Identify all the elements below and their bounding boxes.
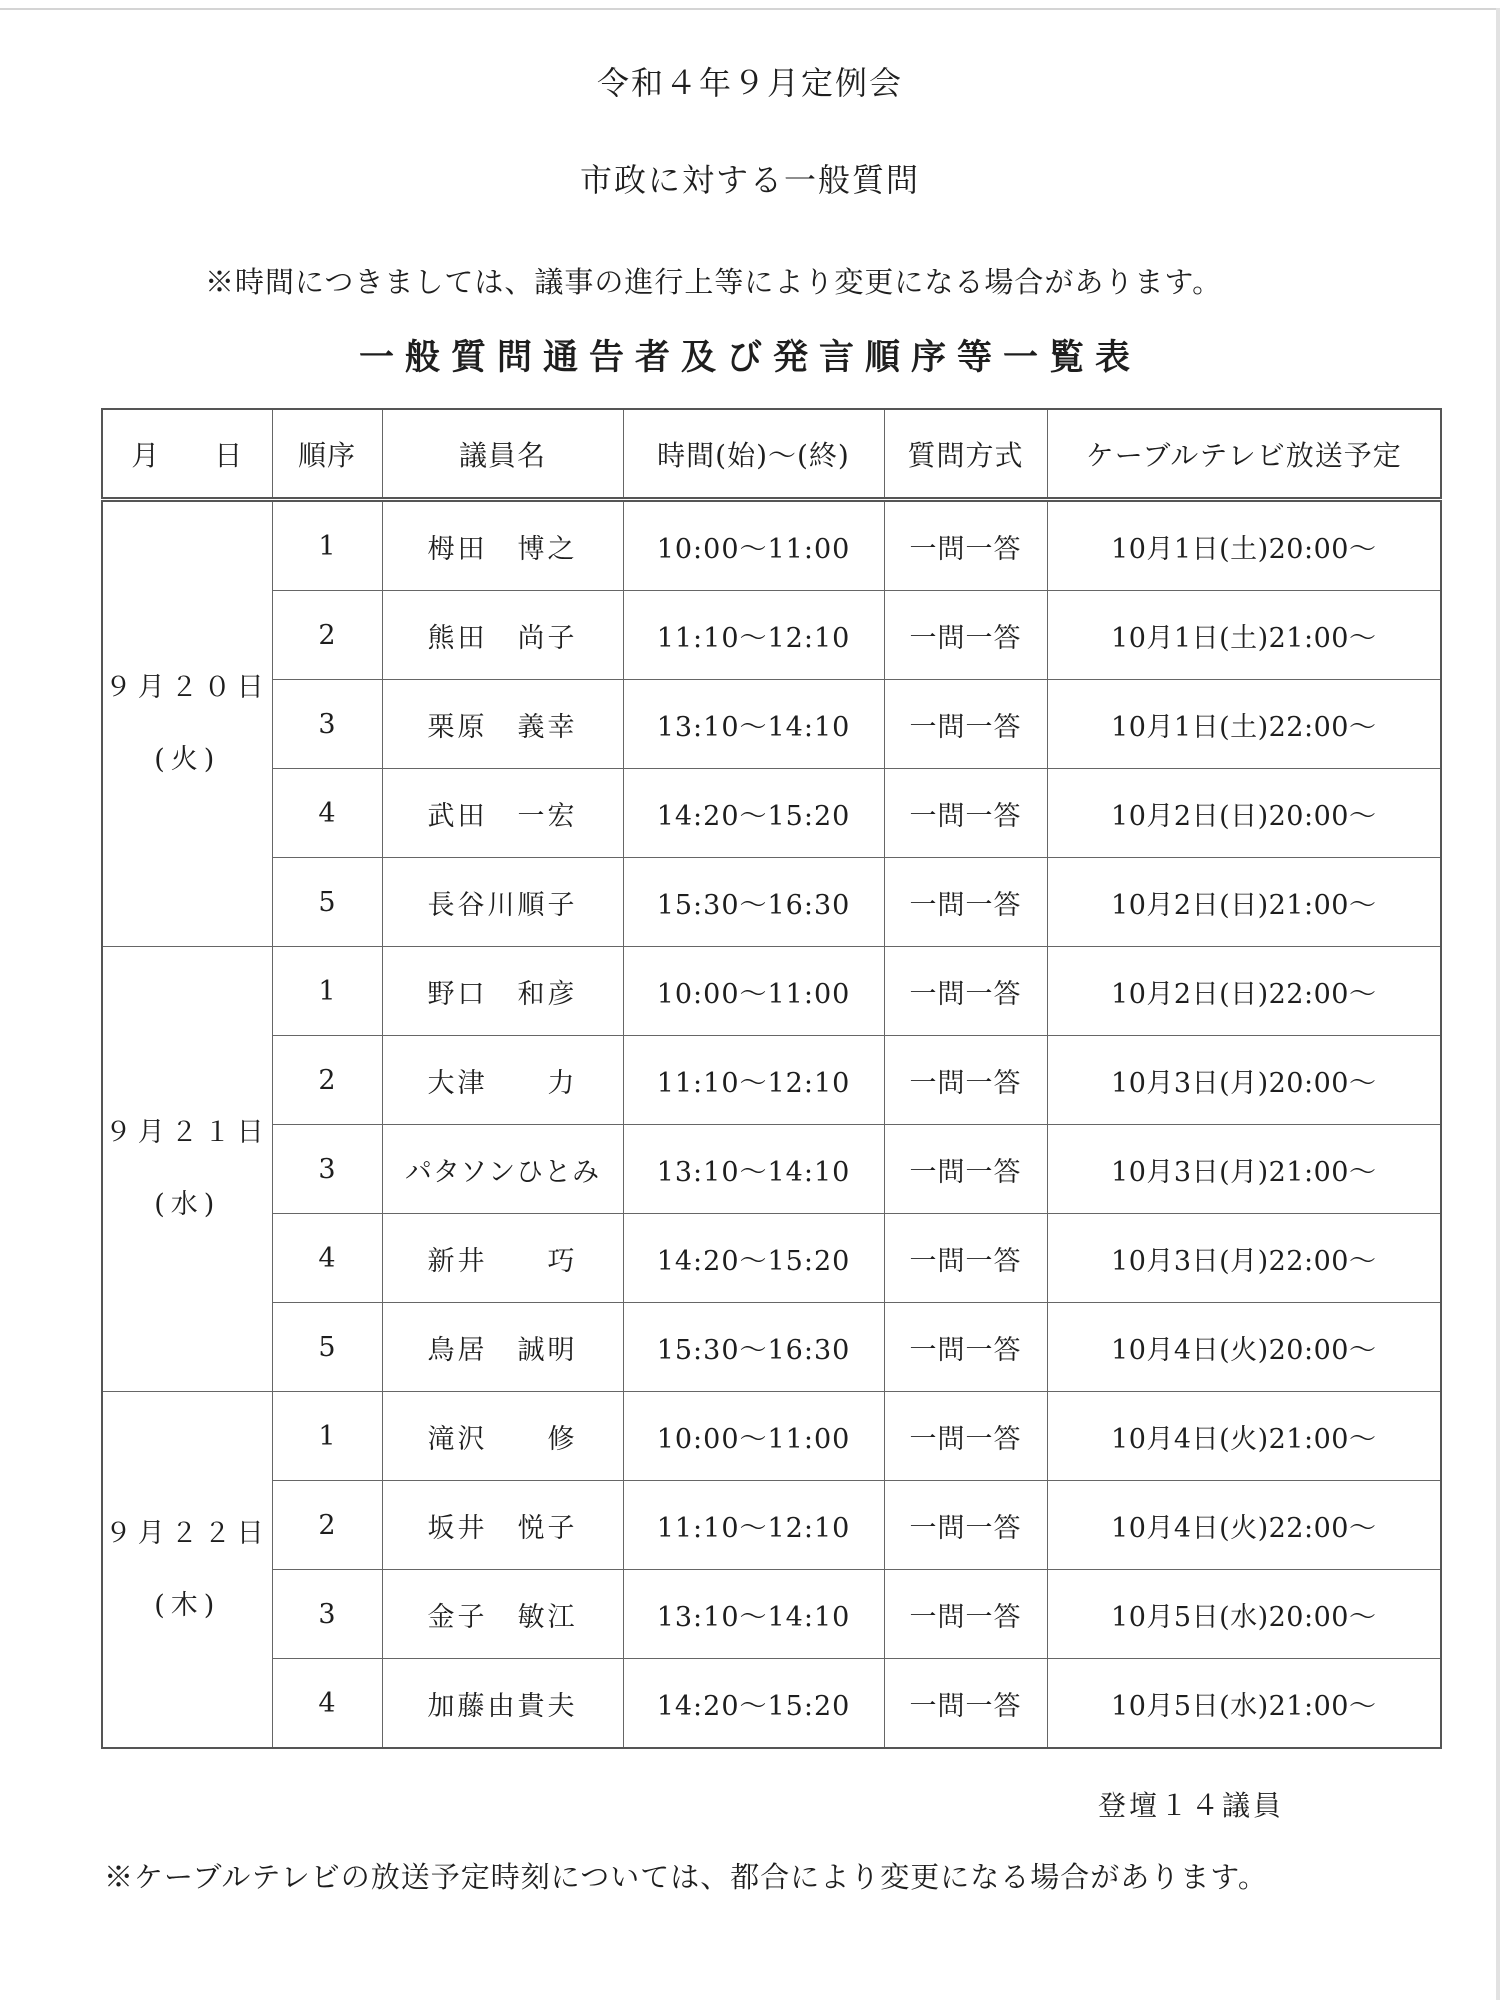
time-cell: 10:00～11:00 [623, 947, 884, 1036]
table-row [102, 1570, 1441, 1659]
time-cell: 14:20～15:20 [623, 1659, 884, 1749]
order-cell: 1 [272, 500, 382, 591]
cable-tv-cell: 10月5日(水)21:00～ [1047, 1659, 1441, 1749]
question-method-cell: 一問一答 [884, 1659, 1047, 1749]
document-subtitle: 市政に対する一般質問 [579, 161, 920, 199]
page-right-edge [1496, 8, 1500, 2000]
time-cell: 15:30～16:30 [623, 858, 884, 947]
cable-tv-cell: 10月2日(日)20:00～ [1047, 769, 1441, 858]
time-cell: 13:10～14:10 [623, 1125, 884, 1214]
time-cell: 11:10～12:10 [623, 1036, 884, 1125]
member-name-cell: 新井 巧 [382, 1214, 623, 1303]
cable-tv-note: ※ケーブルテレビの放送予定時刻については、都合により変更になる場合があります。 [104, 1860, 1268, 1894]
table-row [102, 1303, 1441, 1392]
table-title: 一般質問通告者及び発言順序等一覧表 [358, 338, 1141, 378]
cable-tv-cell: 10月2日(日)21:00～ [1047, 858, 1441, 947]
speaker-count: 登壇１４議員 [1098, 1789, 1285, 1822]
member-name-cell: 栂田 博之 [382, 500, 623, 591]
cable-tv-cell: 10月4日(火)20:00～ [1047, 1303, 1441, 1392]
member-name-cell: 滝沢 修 [382, 1392, 623, 1481]
question-method-cell: 一問一答 [884, 1392, 1047, 1481]
order-cell: 2 [272, 1481, 382, 1570]
meeting-date: ９月２２日 [104, 1517, 270, 1549]
header-order: 順序 [272, 409, 382, 500]
member-name-cell: 野口 和彦 [382, 947, 623, 1036]
question-method-cell: 一問一答 [884, 1125, 1047, 1214]
meeting-date: ９月２０日 [104, 672, 270, 703]
time-cell: 10:00～11:00 [623, 1392, 884, 1481]
time-cell: 13:10～14:10 [623, 1570, 884, 1659]
table-row [102, 1125, 1441, 1214]
table-row [102, 947, 1441, 1036]
header-time: 時間(始)～(終) [623, 409, 884, 500]
question-method-cell: 一問一答 [884, 500, 1047, 591]
member-name-cell: 坂井 悦子 [382, 1481, 623, 1570]
member-name-cell: 栗原 義幸 [382, 680, 623, 769]
member-name-cell: 武田 一宏 [382, 769, 623, 858]
session-title: 令和４年９月定例会 [596, 64, 903, 102]
question-method-cell: 一問一答 [884, 858, 1047, 947]
order-cell: 5 [272, 858, 382, 947]
order-cell: 4 [272, 1659, 382, 1749]
meeting-date: ９月２１日 [104, 1117, 270, 1148]
date-cell [102, 500, 272, 947]
cable-tv-cell: 10月3日(月)20:00～ [1047, 1036, 1441, 1125]
question-method-cell: 一問一答 [884, 591, 1047, 680]
order-cell: 1 [272, 947, 382, 1036]
cable-tv-cell: 10月1日(土)21:00～ [1047, 591, 1441, 680]
cable-tv-cell: 10月3日(月)21:00～ [1047, 1125, 1441, 1214]
member-name-cell: 熊田 尚子 [382, 591, 623, 680]
member-name-cell: 鳥居 誠明 [382, 1303, 623, 1392]
date-cell [102, 947, 272, 1392]
table-row [102, 500, 1441, 591]
table-row [102, 1659, 1441, 1749]
meeting-weekday: (火) [154, 744, 221, 775]
question-method-cell: 一問一答 [884, 769, 1047, 858]
order-cell: 2 [272, 1036, 382, 1125]
question-method-cell: 一問一答 [884, 680, 1047, 769]
member-name-cell: パタソンひとみ [382, 1125, 623, 1214]
header-month: 月 [131, 438, 161, 472]
table-row [102, 591, 1441, 680]
table-row [102, 858, 1441, 947]
time-cell: 11:10～12:10 [623, 591, 884, 680]
member-name-cell: 金子 敏江 [382, 1570, 623, 1659]
header-date [102, 409, 272, 500]
member-name-cell: 長谷川順子 [382, 858, 623, 947]
order-cell: 4 [272, 1214, 382, 1303]
table-header-row [102, 409, 1441, 500]
header-day: 日 [214, 438, 244, 472]
date-cell [102, 1392, 272, 1749]
page-top-border [0, 8, 1500, 10]
time-cell: 10:00～11:00 [623, 500, 884, 591]
time-cell: 13:10～14:10 [623, 680, 884, 769]
question-method-cell: 一問一答 [884, 1036, 1047, 1125]
order-cell: 3 [272, 680, 382, 769]
table-row [102, 1036, 1441, 1125]
time-cell: 11:10～12:10 [623, 1481, 884, 1570]
meeting-weekday: (水) [154, 1189, 221, 1220]
time-cell: 15:30～16:30 [623, 1303, 884, 1392]
speaker-schedule-table [101, 408, 1442, 1749]
header-cable-tv-schedule: ケーブルテレビ放送予定 [1047, 409, 1441, 500]
cable-tv-cell: 10月5日(水)20:00～ [1047, 1570, 1441, 1659]
cable-tv-cell: 10月1日(土)22:00～ [1047, 680, 1441, 769]
order-cell: 4 [272, 769, 382, 858]
order-cell: 3 [272, 1125, 382, 1214]
cable-tv-cell: 10月4日(火)21:00～ [1047, 1392, 1441, 1481]
question-method-cell: 一問一答 [884, 1481, 1047, 1570]
question-method-cell: 一問一答 [884, 1303, 1047, 1392]
order-cell: 1 [272, 1392, 382, 1481]
time-change-note: ※時間につきましては、議事の進行上等により変更になる場合があります。 [205, 265, 1223, 299]
order-cell: 5 [272, 1303, 382, 1392]
question-method-cell: 一問一答 [884, 1570, 1047, 1659]
question-method-cell: 一問一答 [884, 1214, 1047, 1303]
time-cell: 14:20～15:20 [623, 1214, 884, 1303]
table-row [102, 680, 1441, 769]
cable-tv-cell: 10月3日(月)22:00～ [1047, 1214, 1441, 1303]
time-cell: 14:20～15:20 [623, 769, 884, 858]
question-method-cell: 一問一答 [884, 947, 1047, 1036]
table-row [102, 1481, 1441, 1570]
header-question-method: 質問方式 [884, 409, 1047, 500]
order-cell: 3 [272, 1570, 382, 1659]
table-row [102, 1392, 1441, 1481]
member-name-cell: 加藤由貴夫 [382, 1659, 623, 1749]
cable-tv-cell: 10月2日(日)22:00～ [1047, 947, 1441, 1036]
cable-tv-cell: 10月1日(土)20:00～ [1047, 500, 1441, 591]
header-member-name: 議員名 [382, 409, 623, 500]
member-name-cell: 大津 力 [382, 1036, 623, 1125]
table-row [102, 1214, 1441, 1303]
meeting-weekday: (木) [154, 1589, 221, 1621]
cable-tv-cell: 10月4日(火)22:00～ [1047, 1481, 1441, 1570]
table-row [102, 769, 1441, 858]
order-cell: 2 [272, 591, 382, 680]
